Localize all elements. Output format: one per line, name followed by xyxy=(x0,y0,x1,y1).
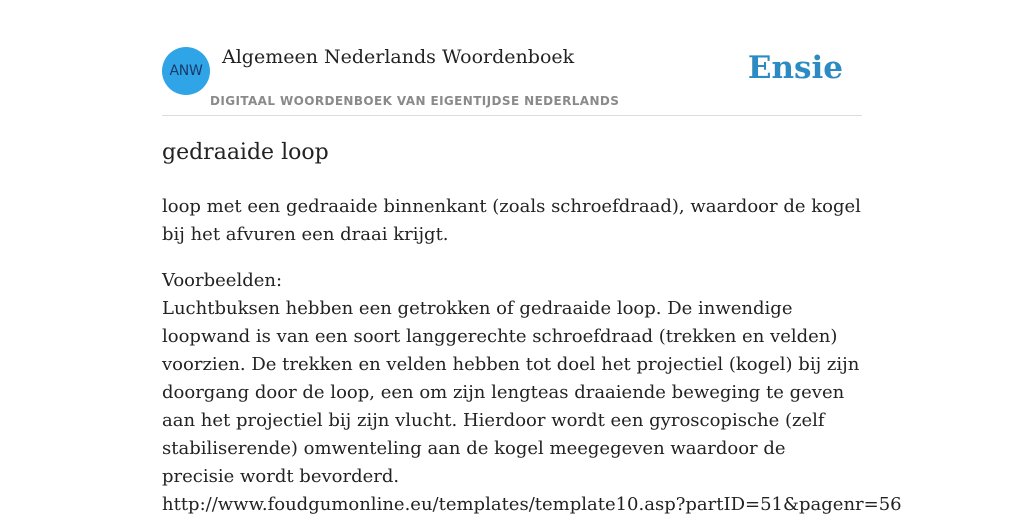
site-header xyxy=(162,0,862,116)
anw-logo[interactable]: ANW xyxy=(162,47,210,95)
examples-label: Voorbeelden: xyxy=(162,270,283,291)
site-subtitle: DIGITAAL WOORDENBOEK VAN EIGENTIJDSE NEDERLANDS xyxy=(210,94,620,108)
example-source-url[interactable]: http://www.foudgumonline.eu/templates/template10.asp?partID=51&pagenr=56 xyxy=(162,494,902,515)
ensie-brand-logo[interactable]: Ensie xyxy=(747,50,843,86)
examples-section xyxy=(162,267,902,519)
site-title[interactable]: Algemeen Nederlands Woordenboek xyxy=(222,46,575,68)
entry-title: gedraaide loop xyxy=(162,140,329,165)
example-text: Luchtbuksen hebben een getrokken of gedraaide loop. De inwendige loopwand is van een soort langgerechte schroefdraad (trekken en velden) voorzien. De trekken en velden hebben tot doel het projectiel (kogel) bij zijn doorgang door de loop, een om zijn lengteas draaiende beweging te geven aan het projectiel bij zijn vlucht. Hierdoor wordt een gyroscopische (zelf stabiliserende) omwenteling aan de kogel meegegeven waardoor de precisie wordt bevorderd. xyxy=(162,298,860,487)
page-container xyxy=(162,0,902,515)
entry-definition: loop met een gedraaide binnenkant (zoals schroefdraad), waardoor de kogel bij het afvuren een draai krijgt. xyxy=(162,196,861,245)
